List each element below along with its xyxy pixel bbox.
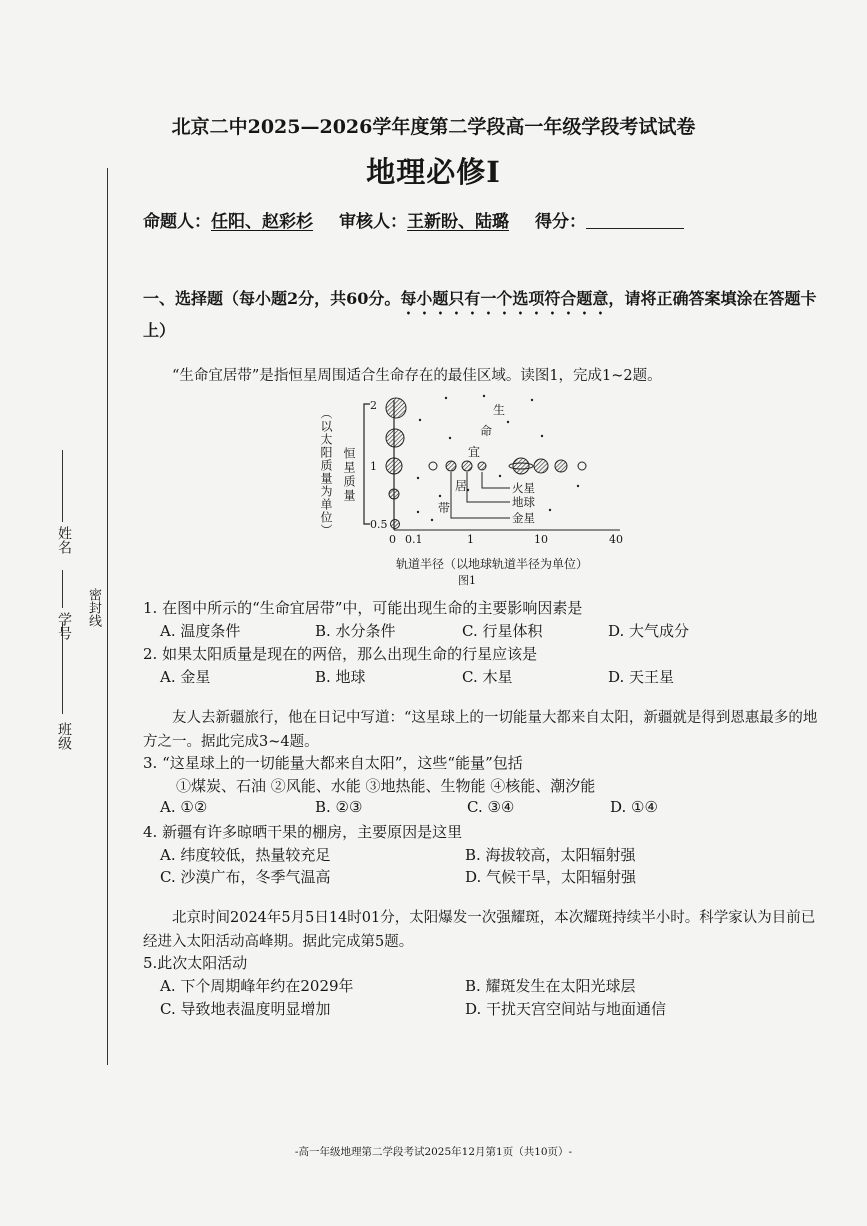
score-blank[interactable] <box>586 212 684 229</box>
band-char-2: 命 <box>480 424 493 438</box>
q3-option-a[interactable]: A. ①② <box>160 798 208 816</box>
question-4-stem: 4. 新疆有许多晾晒干果的棚房，主要原因是这里 <box>143 823 463 841</box>
page-footer: -高一年级地理第二学段考试2025年12月第1页（共10页）- <box>294 1146 573 1158</box>
author-line <box>143 207 684 232</box>
name-blank[interactable] <box>62 450 63 522</box>
intro-passage-3: 北京时间2024年5月5日14时01分，太阳爆发一次强耀斑，本次耀斑持续半小时。科学家认为目前已经进入太阳活动高峰期。据此完成第5题。 <box>143 910 816 950</box>
q4-option-c[interactable]: C. 沙漠广布，冬季气温高 <box>160 868 331 886</box>
x-axis-title: 轨道半径（以地球轨道半径为单位） <box>396 557 589 571</box>
planet-hatched-b <box>555 460 567 472</box>
figure-caption: 图1 <box>458 574 476 587</box>
ylabel-left-text: （以太阳质量为单位） <box>319 407 333 537</box>
q2-option-d[interactable]: D. 天王星 <box>608 668 675 686</box>
question-3-sub: ①煤炭、石油 ②风能、水能 ③地热能、生物能 ④核能、潮汐能 <box>176 777 596 795</box>
planet-venus <box>462 461 472 471</box>
q5-option-b[interactable]: B. 耀斑发生在太阳光球层 <box>465 977 636 995</box>
reviewer-names: 王新盼、陆璐 <box>407 212 509 232</box>
q5-option-d[interactable]: D. 干扰天宫空间站与地面通信 <box>465 1000 667 1018</box>
q1-option-d[interactable]: D. 大气成分 <box>608 622 690 640</box>
y-tick-2: 2 <box>370 399 377 412</box>
label-venus: 金星 <box>512 511 535 525</box>
q3-option-c[interactable]: C. ③④ <box>467 798 515 816</box>
class-label: 班级 <box>56 722 72 750</box>
star-mass-1 <box>386 458 402 474</box>
id-blank[interactable] <box>62 570 63 608</box>
exam-title: 北京二中2025—2026学年度第二学段高一年级学段考试试卷 <box>171 116 696 138</box>
q2-option-a[interactable]: A. 金星 <box>160 668 211 686</box>
planet-earth <box>478 462 486 470</box>
q4-option-d[interactable]: D. 气候干旱，太阳辐射强 <box>465 868 637 886</box>
star-mass-0-5 <box>391 520 400 529</box>
label-earth: 地球 <box>512 495 535 509</box>
q3-option-b[interactable]: B. ②③ <box>315 798 363 816</box>
x-tick-0: 0 <box>389 533 396 546</box>
ylabel-right-text: 恒星质量 <box>342 447 356 503</box>
q5-option-a[interactable]: A. 下个周期峰年约在2029年 <box>160 977 354 995</box>
q4-option-b[interactable]: B. 海拔较高，太阳辐射强 <box>465 846 636 864</box>
id-label: 学号 <box>56 612 72 640</box>
intro-passage-2: 友人去新疆旅行，他在日记中写道：“这星球上的一切能量大都来自太阳，新疆就是得到恩惠最多的地方之一。据此完成3~4题。 <box>143 710 818 750</box>
y-tick-0-5: 0.5 <box>370 518 388 531</box>
setter-names: 任阳、赵彩杉 <box>211 212 313 232</box>
q1-option-a[interactable]: A. 温度条件 <box>160 622 241 640</box>
y-tick-1: 1 <box>370 460 377 473</box>
x-tick-0-1: 0.1 <box>405 533 423 546</box>
question-5-stem: 5.此次太阳活动 <box>143 954 248 972</box>
q4-option-a[interactable]: A. 纬度较低，热量较充足 <box>160 846 331 864</box>
question-2-stem: 2. 如果太阳质量是现在的两倍，那么出现生命的行星应该是 <box>143 645 538 663</box>
q2-option-b[interactable]: B. 地球 <box>315 668 366 686</box>
score-label: 得分： <box>535 212 586 232</box>
x-tick-10: 10 <box>534 533 548 546</box>
q3-option-d[interactable]: D. ①④ <box>610 798 658 816</box>
intro-passage-1: “生命宜居带”是指恒星周围适合生命存在的最佳区域。读图1，完成1~2题。 <box>172 368 662 384</box>
reviewer-label: 审核人： <box>339 212 407 232</box>
label-mars: 火星 <box>512 481 535 495</box>
q1-option-b[interactable]: B. 水分条件 <box>315 622 396 640</box>
band-char-1: 生 <box>493 403 506 417</box>
leader-mars <box>482 472 510 488</box>
planet-2 <box>446 461 456 471</box>
figure-1-chart <box>300 392 640 592</box>
band-char-3: 宜 <box>468 445 481 459</box>
band-char-4: 居 <box>455 479 468 493</box>
binding-line <box>107 168 108 1065</box>
planet-hatched-a <box>534 459 548 473</box>
planet-1 <box>429 462 437 470</box>
leader-earth <box>467 472 510 502</box>
exam-subtitle: 地理必修Ⅰ <box>366 155 501 189</box>
setter-label: 命题人： <box>143 212 211 232</box>
x-tick-40: 40 <box>609 533 623 546</box>
band-char-5: 带 <box>438 501 451 515</box>
name-label: 姓名 <box>56 526 72 554</box>
planet-open-b <box>578 462 586 470</box>
star-mass-2 <box>386 398 406 418</box>
star-mass-0-75 <box>389 489 399 499</box>
q1-option-c[interactable]: C. 行星体积 <box>462 622 543 640</box>
star-mass-1-5 <box>386 429 404 447</box>
planet-ringed <box>513 458 529 474</box>
q2-option-c[interactable]: C. 木星 <box>462 668 513 686</box>
question-3-stem: 3. “这星球上的一切能量大都来自太阳”，这些“能量”包括 <box>143 754 523 772</box>
question-1-stem: 1. 在图中所示的“生命宜居带”中，可能出现生命的主要影响因素是 <box>143 599 583 617</box>
seal-label: 密封线 <box>86 588 101 627</box>
section-heading: 一、选择题（每小题2分，共60分。每小题只有一个选项符合题意，请将正确答案填涂在答题卡上） <box>143 289 817 340</box>
q5-option-c[interactable]: C. 导致地表温度明显增加 <box>160 1000 331 1018</box>
x-tick-1: 1 <box>467 533 474 546</box>
